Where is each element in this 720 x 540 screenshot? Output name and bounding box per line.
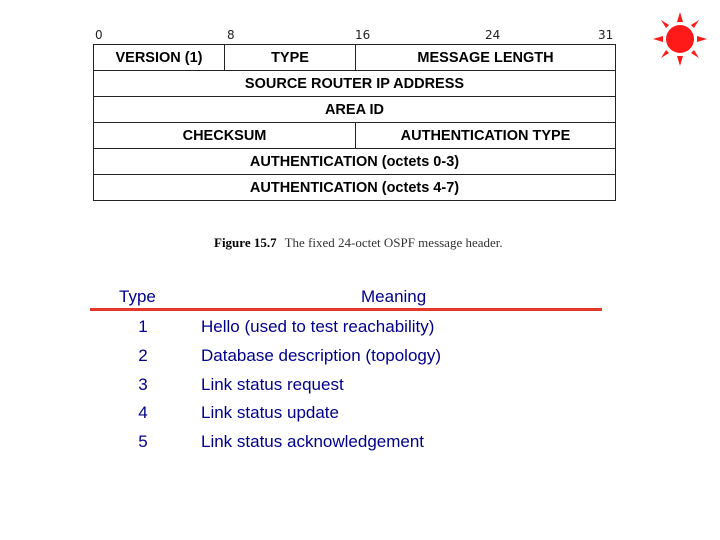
header-row-1 xyxy=(94,45,616,71)
header-divider xyxy=(90,308,602,311)
type-column-header: Type xyxy=(119,287,156,306)
type-meaning: Link status update xyxy=(201,403,339,422)
field-authentication-4-7: AUTHENTICATION (octets 4-7) xyxy=(94,175,616,201)
header-row-6 xyxy=(94,175,616,201)
bit-label-24: 24 xyxy=(485,28,501,42)
field-message-length: MESSAGE LENGTH xyxy=(356,45,616,71)
sun-icon xyxy=(652,11,708,67)
figure-caption xyxy=(214,235,503,251)
field-authentication-0-3: AUTHENTICATION (octets 0-3) xyxy=(94,149,616,175)
type-number: 1 xyxy=(138,317,148,336)
type-number: 5 xyxy=(138,432,148,451)
meaning-column-header: Meaning xyxy=(361,287,427,306)
type-meaning: Database description (topology) xyxy=(201,346,442,365)
type-meaning: Link status request xyxy=(201,375,344,394)
figure-caption-label: Figure 15.7 xyxy=(214,235,277,250)
field-source-router-ip: SOURCE ROUTER IP ADDRESS xyxy=(94,71,616,97)
field-checksum: CHECKSUM xyxy=(94,123,356,149)
bit-label-0: 0 xyxy=(95,28,103,42)
field-area-id: AREA ID xyxy=(94,97,616,123)
type-number: 4 xyxy=(138,403,148,422)
field-authentication-type: AUTHENTICATION TYPE xyxy=(356,123,616,149)
header-row-5 xyxy=(94,149,616,175)
bit-label-8: 8 xyxy=(227,28,235,42)
type-meaning: Link status acknowledgement xyxy=(201,432,425,451)
type-number: 3 xyxy=(138,375,148,394)
bit-label-31: 31 xyxy=(598,28,614,42)
figure-caption-text: The fixed 24-octet OSPF message header. xyxy=(284,235,503,250)
type-number: 2 xyxy=(138,346,148,365)
header-row-2 xyxy=(94,71,616,97)
header-row-3 xyxy=(94,97,616,123)
field-version: VERSION (1) xyxy=(94,45,225,71)
bit-label-16: 16 xyxy=(355,28,371,42)
field-type: TYPE xyxy=(225,45,356,71)
header-row-4 xyxy=(94,123,616,149)
type-meaning: Hello (used to test reachability) xyxy=(201,317,435,336)
ospf-header-diagram xyxy=(93,44,616,201)
